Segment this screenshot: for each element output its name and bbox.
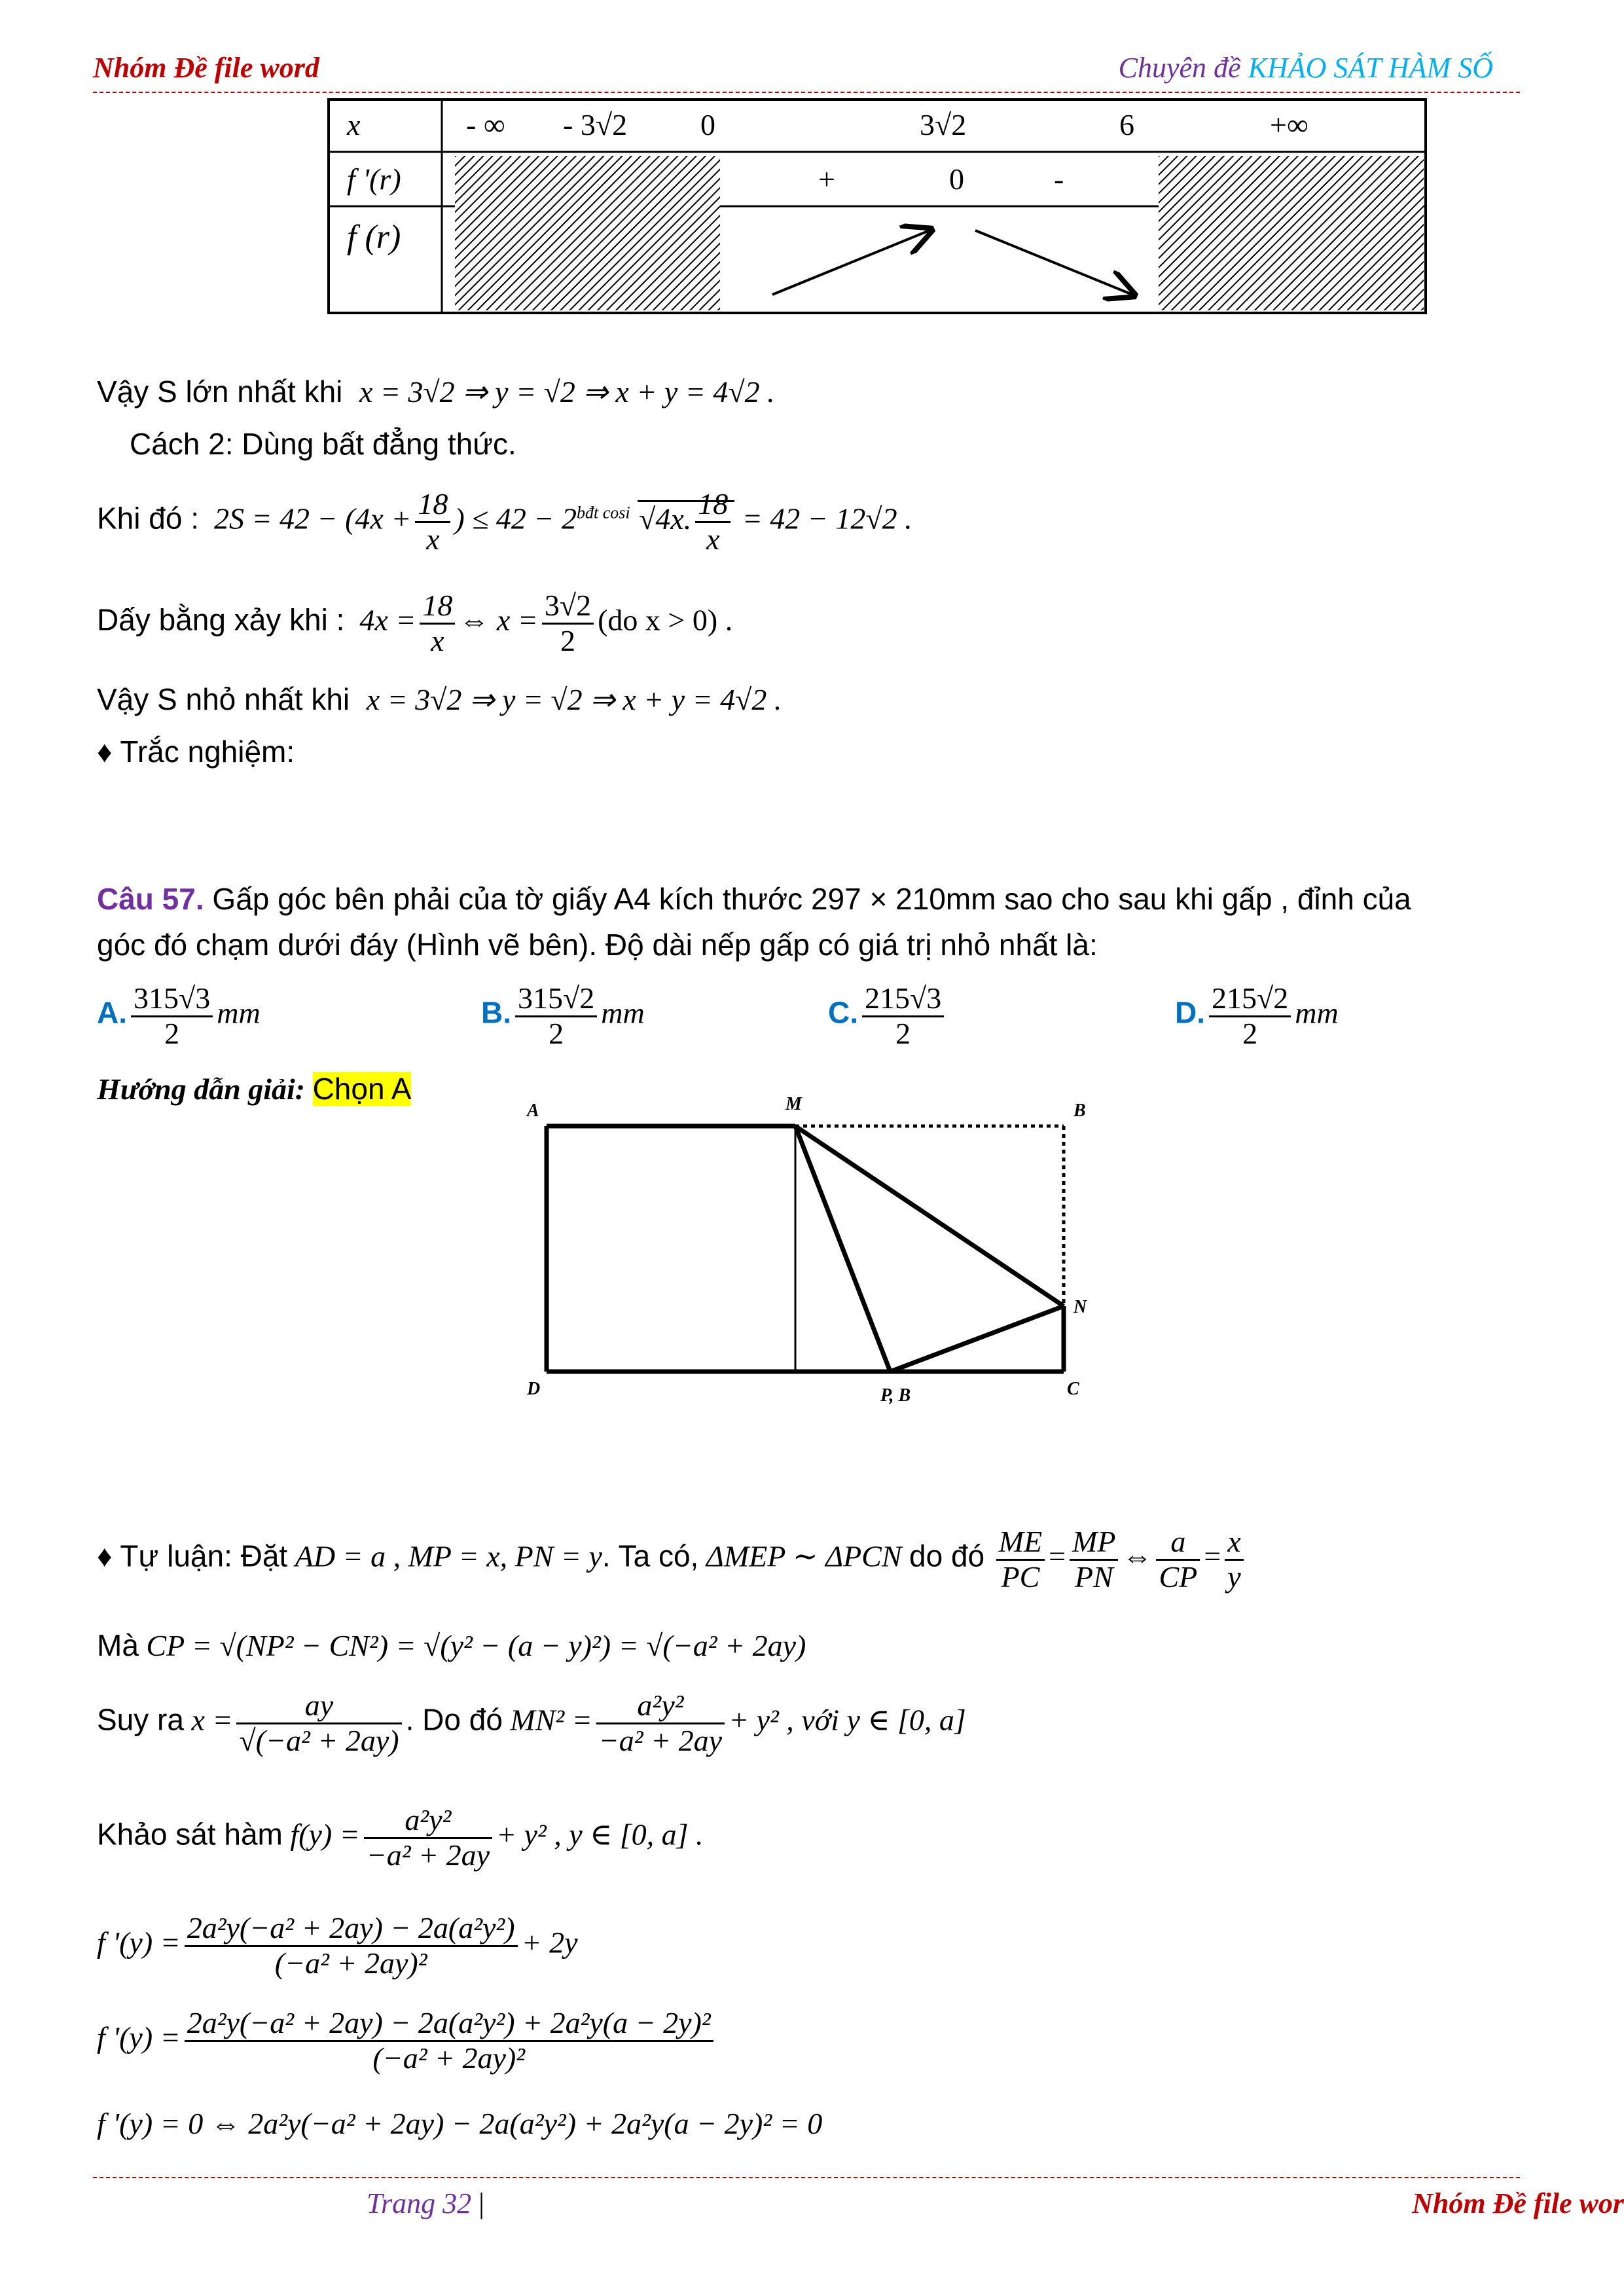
equality-label: Dấy bằng xảy khi : xyxy=(97,602,345,637)
sol3-text: . Do đó xyxy=(405,1702,503,1737)
guide-line xyxy=(97,1070,411,1108)
option-a-fraction xyxy=(131,982,213,1050)
sol3-num2: a²y² xyxy=(596,1689,725,1724)
hatched-region-right xyxy=(1159,156,1424,310)
sol1-similar: ΔMEP ∼ ΔPCN xyxy=(706,1539,902,1573)
sol5-den: (−a² + 2ay)² xyxy=(274,1946,427,1980)
sign-minus: - xyxy=(1054,162,1064,196)
sol4-tail: + y² , y ∈ [0, a] . xyxy=(496,1817,704,1851)
line-max-text: Vậy S lớn nhất khi xyxy=(97,374,343,409)
eq-frac2-num: 3√2 xyxy=(542,589,594,625)
sol4-num: a²y² xyxy=(364,1804,492,1839)
label-c: C xyxy=(1067,1379,1079,1399)
header-group-name: Nhóm Đề file word xyxy=(93,52,319,84)
header-topic-title: KHẢO SÁT HÀM SỐ xyxy=(1248,52,1493,84)
segment-pn xyxy=(890,1306,1064,1372)
sol1-text: . Ta có, xyxy=(602,1539,699,1573)
solution-line-3 xyxy=(97,1689,966,1757)
solution-line-4 xyxy=(97,1804,704,1872)
option-a[interactable] xyxy=(97,982,261,1050)
question-label: Câu 57. xyxy=(97,882,204,916)
equality-part-b: ⇔ x = xyxy=(459,603,538,637)
sol1-frac-1 xyxy=(996,1525,1045,1594)
header-topic-prefix: Chuyên đề xyxy=(1118,52,1248,84)
sol1-f2-num: MP xyxy=(1070,1525,1118,1561)
label-n: N xyxy=(1074,1297,1087,1317)
option-a-num: 315√3 xyxy=(131,982,213,1017)
sol1-f3-num: a xyxy=(1156,1525,1200,1561)
sol4-f: f(y) = xyxy=(290,1817,360,1851)
inequality-sup: bđt cosi xyxy=(576,503,630,522)
inequality-label: Khi đó : xyxy=(97,501,199,536)
question-line-1 xyxy=(97,881,1411,919)
sign-zero: 0 xyxy=(949,162,964,196)
inequality-part-c: = 42 − 12√2 . xyxy=(742,501,912,536)
footer-separator: | xyxy=(478,2187,484,2219)
sol1-therefore: do đó xyxy=(909,1539,985,1573)
x-value-zero: 0 xyxy=(700,108,715,141)
sol3-x: x = xyxy=(191,1703,233,1737)
sol1-f2-den: PN xyxy=(1074,1559,1113,1594)
x-value-3sqrt2: 3√2 xyxy=(920,108,967,141)
eq-frac2-den: 2 xyxy=(560,623,575,657)
segment-mp xyxy=(795,1126,890,1372)
option-c-num: 215√3 xyxy=(862,982,944,1017)
footer-group-name: Nhóm Đề file wor xyxy=(1412,2187,1624,2219)
sol4-frac xyxy=(364,1804,492,1872)
sol1-defs: AD = a , MP = x, PN = y xyxy=(295,1539,602,1573)
option-c-fraction xyxy=(862,982,944,1050)
option-b[interactable] xyxy=(481,982,645,1050)
option-d[interactable] xyxy=(1175,982,1339,1050)
line-min-math: x = 3√2 ⇒ y = √2 ⇒ x + y = 4√2 . xyxy=(366,683,782,716)
label-d: D xyxy=(527,1379,541,1399)
line-min-text: Vậy S nhỏ nhất khi xyxy=(97,682,350,716)
x-value-neg-3sqrt2: - 3√2 xyxy=(563,108,628,141)
inequality-fraction xyxy=(415,488,450,556)
sol3-num: ay xyxy=(236,1689,401,1724)
fold-figure xyxy=(517,1093,1106,1421)
sol5-num: 2a²y(−a² + 2ay) − 2a(a²y²) xyxy=(185,1912,518,1947)
line-inequality xyxy=(97,488,912,556)
sol1-label: ♦ Tự luận: Đặt xyxy=(97,1539,288,1573)
option-c[interactable] xyxy=(828,982,948,1050)
option-b-num: 315√2 xyxy=(515,982,597,1017)
sol6-frac xyxy=(185,2007,713,2075)
variation-table xyxy=(327,98,1427,314)
sign-plus: + xyxy=(818,162,835,196)
option-a-unit: mm xyxy=(217,996,261,1030)
label-a: A xyxy=(527,1101,539,1121)
option-c-den: 2 xyxy=(895,1016,911,1050)
footer-page xyxy=(367,2187,484,2220)
eq-frac1-num: 18 xyxy=(420,589,455,625)
option-d-fraction xyxy=(1209,982,1291,1050)
sol1-f1-num: ME xyxy=(996,1525,1045,1561)
question-text-1: Gấp góc bên phải của tờ giấy A4 kích thước 297 × 210mm sao cho sau khi gấp , đỉnh của xyxy=(212,882,1411,916)
multiple-choice-heading: ♦ Trắc nghiệm: xyxy=(97,735,295,769)
sol5-f: f '(y) = xyxy=(97,1925,181,1959)
equality-part-c: (do x > 0) . xyxy=(598,603,733,637)
solution-line-6 xyxy=(97,2007,717,2075)
page-number: Trang 32 xyxy=(367,2187,472,2219)
row-label-function: f (r) xyxy=(347,219,401,256)
sol1-frac-4 xyxy=(1225,1525,1243,1594)
line-max-math: x = 3√2 ⇒ y = √2 ⇒ x + y = 4√2 . xyxy=(359,375,775,409)
question-line-2: góc đó chạm dưới đáy (Hình vẽ bên). Độ dài nếp gấp có giá trị nhỏ nhất là: xyxy=(97,928,1098,962)
x-value-neg-inf: - ∞ xyxy=(466,108,505,141)
inequality-part-b: ) ≤ 42 − 2 xyxy=(454,501,577,536)
fraction-denominator: x xyxy=(426,522,440,556)
root-fraction-num: 18 xyxy=(695,488,731,523)
sol1-f4-num: x xyxy=(1225,1525,1243,1561)
sol3-den2: −a² + 2ay xyxy=(598,1723,723,1757)
option-d-den: 2 xyxy=(1242,1016,1258,1050)
sol5-frac xyxy=(185,1912,518,1980)
sol1-frac-3 xyxy=(1156,1525,1200,1594)
option-d-num: 215√2 xyxy=(1209,982,1291,1017)
header-divider xyxy=(93,92,1520,93)
option-c-letter: C. xyxy=(828,995,858,1030)
label-pb: P, B xyxy=(880,1385,911,1406)
x-value-six: 6 xyxy=(1119,108,1134,141)
sol3-label: Suy ra xyxy=(97,1702,184,1737)
footer-divider xyxy=(93,2177,1520,2178)
sol2-label: Mà xyxy=(97,1628,139,1662)
sol5-tail: + 2y xyxy=(521,1925,578,1959)
guide-label: Hướng dẫn giải: xyxy=(97,1072,306,1106)
line-equality xyxy=(97,589,732,657)
root-fraction xyxy=(695,488,731,556)
header-topic xyxy=(1119,51,1493,84)
row-label-derivative: f '(r) xyxy=(347,162,401,196)
option-b-unit: mm xyxy=(601,996,645,1030)
increasing-arrow xyxy=(772,230,929,295)
hatched-region-left xyxy=(455,156,720,310)
row-label-x: x xyxy=(347,108,361,141)
eq-frac1-den: x xyxy=(431,623,444,657)
solution-line-7: f '(y) = 0 ⇔ 2a²y(−a² + 2ay) − 2a(a²y²) + 2a²y(a − 2y)² = 0 xyxy=(97,2107,823,2140)
solution-line-1: ♦ Tự luận: Đặt AD = a , MP = x, PN = y. Ta có, ΔMEP ∼ ΔPCN do đó $\frac{ME}{PC}$ = $\frac{MP}{PN}$ ⇔ $\frac{a}{CP}$ = $\frac{x}{y}$ xyxy=(97,1525,1248,1594)
solution-line-5 xyxy=(97,1912,578,1980)
sol6-num: 2a²y(−a² + 2ay) − 2a(a²y²) + 2a²y(a − 2y)² xyxy=(185,2007,713,2042)
sol4-den: −a² + 2ay xyxy=(366,1838,490,1872)
sol1-f3-den: CP xyxy=(1159,1559,1198,1594)
sol3-frac-1 xyxy=(236,1689,401,1757)
equality-fraction-2 xyxy=(542,589,594,657)
sol3-tail: + y² , với y ∈ [0, a] xyxy=(729,1703,966,1737)
root-content: 4x. xyxy=(655,501,692,536)
option-a-den: 2 xyxy=(164,1016,180,1050)
line-max xyxy=(97,373,775,411)
equality-part-a: 4x = xyxy=(359,603,416,637)
sol3-frac-2 xyxy=(596,1689,725,1757)
option-d-unit: mm xyxy=(1295,996,1339,1030)
option-b-letter: B. xyxy=(481,995,511,1030)
inequality-part-a: 2S = 42 − (4x + xyxy=(214,501,412,536)
solution-line-2 xyxy=(97,1627,806,1665)
sol3-den: √(−a² + 2ay) xyxy=(239,1723,399,1757)
sol1-frac-2 xyxy=(1070,1525,1118,1594)
method-2: Cách 2: Dùng bất đẳng thức. xyxy=(130,427,516,461)
label-b: B xyxy=(1074,1101,1086,1121)
option-b-den: 2 xyxy=(549,1016,564,1050)
guide-answer: Chọn A xyxy=(312,1072,412,1106)
label-m: M xyxy=(785,1094,802,1114)
fold-mn xyxy=(795,1126,1064,1306)
decreasing-arrow xyxy=(975,230,1132,295)
sol3-mn: MN² = xyxy=(510,1703,592,1737)
option-a-letter: A. xyxy=(97,995,127,1030)
option-b-fraction xyxy=(515,982,597,1050)
line-min xyxy=(97,681,782,719)
sol1-f4-den: y xyxy=(1227,1559,1241,1594)
equality-fraction-1 xyxy=(420,589,455,657)
sol1-f1-den: PC xyxy=(1001,1559,1040,1594)
inequality-root: √4x. $\frac{18}{x}$ xyxy=(638,500,734,536)
sol2-math: CP = √(NP² − CN²) = √(y² − (a − y)²) = √(−a² + 2ay) xyxy=(146,1629,806,1662)
sol4-label: Khảo sát hàm xyxy=(97,1817,283,1851)
x-value-pos-inf: +∞ xyxy=(1270,108,1308,141)
root-fraction-den: x xyxy=(706,522,720,556)
fraction-numerator: 18 xyxy=(415,488,450,523)
option-d-letter: D. xyxy=(1175,995,1205,1030)
sol6-f: f '(y) = xyxy=(97,2020,181,2054)
sol6-den: (−a² + 2ay)² xyxy=(372,2041,526,2075)
